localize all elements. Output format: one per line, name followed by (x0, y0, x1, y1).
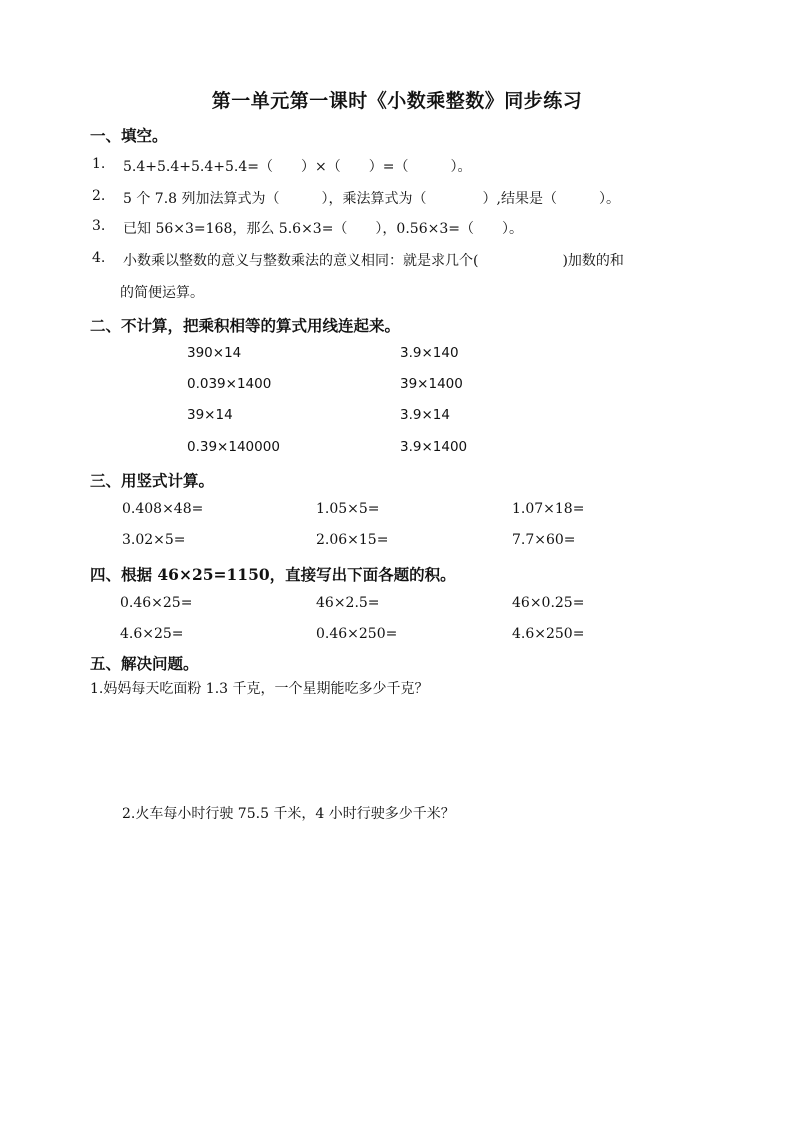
section-1-heading: 一、填空。 (90, 126, 168, 145)
direct-product-6: 4.6×250= (512, 626, 585, 642)
direct-product-4: 4.6×25= (120, 626, 184, 642)
direct-product-3: 46×0.25= (512, 595, 585, 611)
match-left-1: 390×14 (187, 345, 242, 361)
vertical-calc-2: 1.05×5= (316, 501, 380, 517)
page-title: 第一单元第一课时《小数乘整数》同步练习 (211, 90, 583, 112)
section-4-heading: 四、根据 46×25=1150，直接写出下面各题的积。 (90, 565, 456, 584)
vertical-calc-4: 3.02×5= (122, 532, 186, 548)
match-right-4: 3.9×1400 (400, 439, 468, 455)
match-left-2: 0.039×1400 (187, 376, 272, 392)
match-right-1: 3.9×140 (400, 345, 459, 361)
vertical-calc-3: 1.07×18= (512, 501, 585, 517)
section-2-heading: 二、不计算，把乘积相等的算式用线连起来。 (90, 316, 401, 335)
direct-product-2: 46×2.5= (316, 595, 380, 611)
direct-product-5: 0.46×250= (316, 626, 398, 642)
match-right-2: 39×1400 (400, 376, 463, 392)
match-left-3: 39×14 (187, 407, 233, 423)
vertical-calc-1: 0.408×48= (122, 501, 204, 517)
item-1-text: 5.4+5.4+5.4+5.4=（ ）×（ ）=（ ）。 (123, 159, 472, 175)
item-4-text-continued: 的简便运算。 (120, 285, 204, 301)
item-3-number: 3. (92, 218, 106, 234)
item-2-text: 5 个 7.8 列加法算式为（ ），乘法算式为（ ）,结果是（ ）。 (123, 191, 620, 207)
match-left-4: 0.39×140000 (187, 439, 280, 455)
item-4-number: 4. (92, 250, 106, 266)
item-4-text: 小数乘以整数的意义与整数乘法的意义相同：就是求几个( )加数的和 (123, 253, 624, 269)
item-1-number: 1. (92, 156, 106, 172)
vertical-calc-5: 2.06×15= (316, 532, 389, 548)
section-3-heading: 三、用竖式计算。 (90, 471, 215, 490)
section-5-heading: 五、解决问题。 (90, 654, 199, 673)
vertical-calc-6: 7.7×60= (512, 532, 576, 548)
match-right-3: 3.9×14 (400, 407, 450, 423)
item-3-text: 已知 56×3=168，那么 5.6×3=（ ），0.56×3=（ ）。 (123, 221, 523, 237)
direct-product-1: 0.46×25= (120, 595, 193, 611)
word-problem-2: 2.火车每小时行驶 75.5 千米，4 小时行驶多少千米？ (122, 806, 455, 822)
word-problem-1: 1.妈妈每天吃面粉 1.3 千克，一个星期能吃多少千克？ (90, 681, 429, 697)
item-2-number: 2. (92, 188, 106, 204)
